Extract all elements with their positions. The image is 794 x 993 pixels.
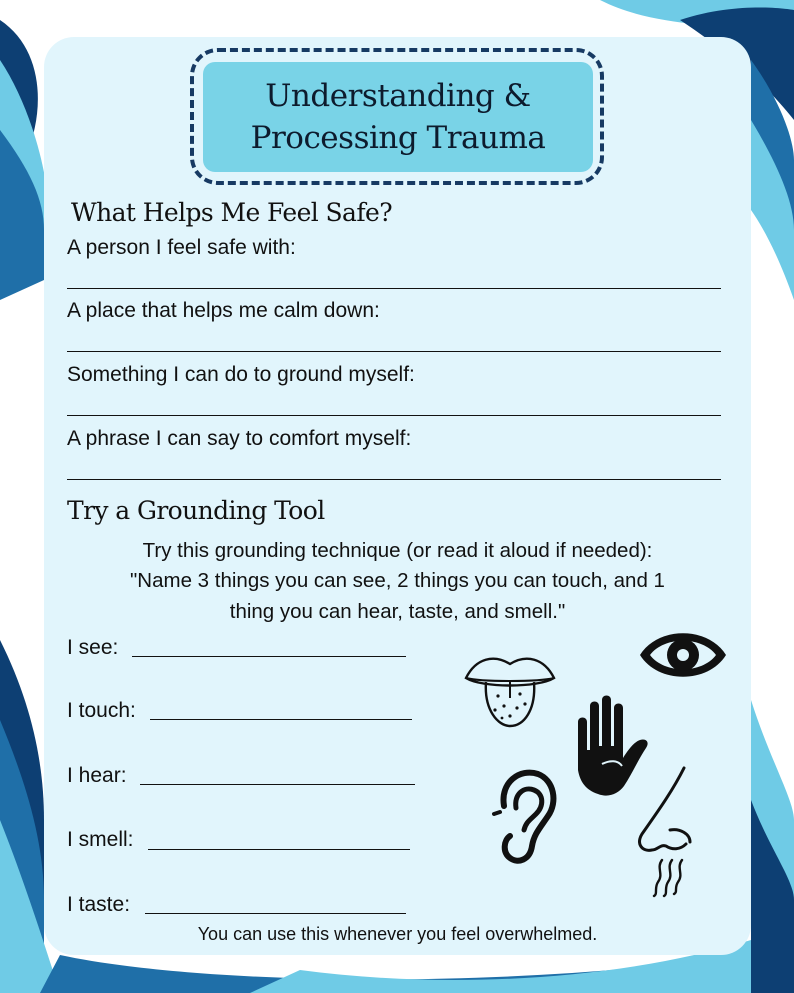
answer-line-smell[interactable]	[148, 849, 410, 850]
ear-icon	[490, 766, 560, 866]
sense-label-touch: I touch:	[67, 699, 136, 722]
answer-line-safe-person[interactable]	[67, 288, 721, 289]
grounding-quote-line-2: thing you can hear, taste, and smell."	[229, 600, 566, 623]
title-line-1: Understanding &	[265, 78, 531, 114]
prompt-ground-myself: Something I can do to ground myself:	[67, 363, 415, 386]
grounding-quote-line-1: "Name 3 things you can see, 2 things you can touch, and 1	[130, 569, 665, 592]
sense-label-taste: I taste:	[67, 893, 131, 916]
sense-label-see: I see:	[67, 636, 119, 659]
answer-line-calm-place[interactable]	[67, 351, 721, 352]
prompt-comfort-phrase: A phrase I can say to comfort myself:	[67, 427, 412, 450]
prompt-calm-place: A place that helps me calm down:	[67, 299, 380, 322]
answer-line-ground-myself[interactable]	[67, 415, 721, 416]
title-box	[203, 62, 593, 172]
answer-line-see[interactable]	[132, 656, 406, 657]
answer-line-hear[interactable]	[140, 784, 415, 785]
title-line-2: Processing Trauma	[250, 120, 546, 156]
mouth-tongue-icon	[462, 652, 558, 730]
prompt-safe-person: A person I feel safe with:	[67, 236, 296, 259]
answer-line-touch[interactable]	[150, 719, 412, 720]
answer-line-taste[interactable]	[145, 913, 406, 914]
nose-icon	[634, 764, 714, 898]
section-heading-grounding: Try a Grounding Tool	[67, 496, 325, 525]
eye-icon	[638, 624, 728, 686]
section-heading-safe: What Helps Me Feel Safe?	[71, 198, 393, 227]
sense-label-hear: I hear:	[67, 764, 127, 787]
grounding-intro: Try this grounding technique (or read it aloud if needed):	[142, 539, 653, 562]
sense-label-smell: I smell:	[67, 828, 134, 851]
answer-line-comfort-phrase[interactable]	[67, 479, 721, 480]
footer-note: You can use this whenever you feel overwhelmed.	[197, 924, 598, 944]
